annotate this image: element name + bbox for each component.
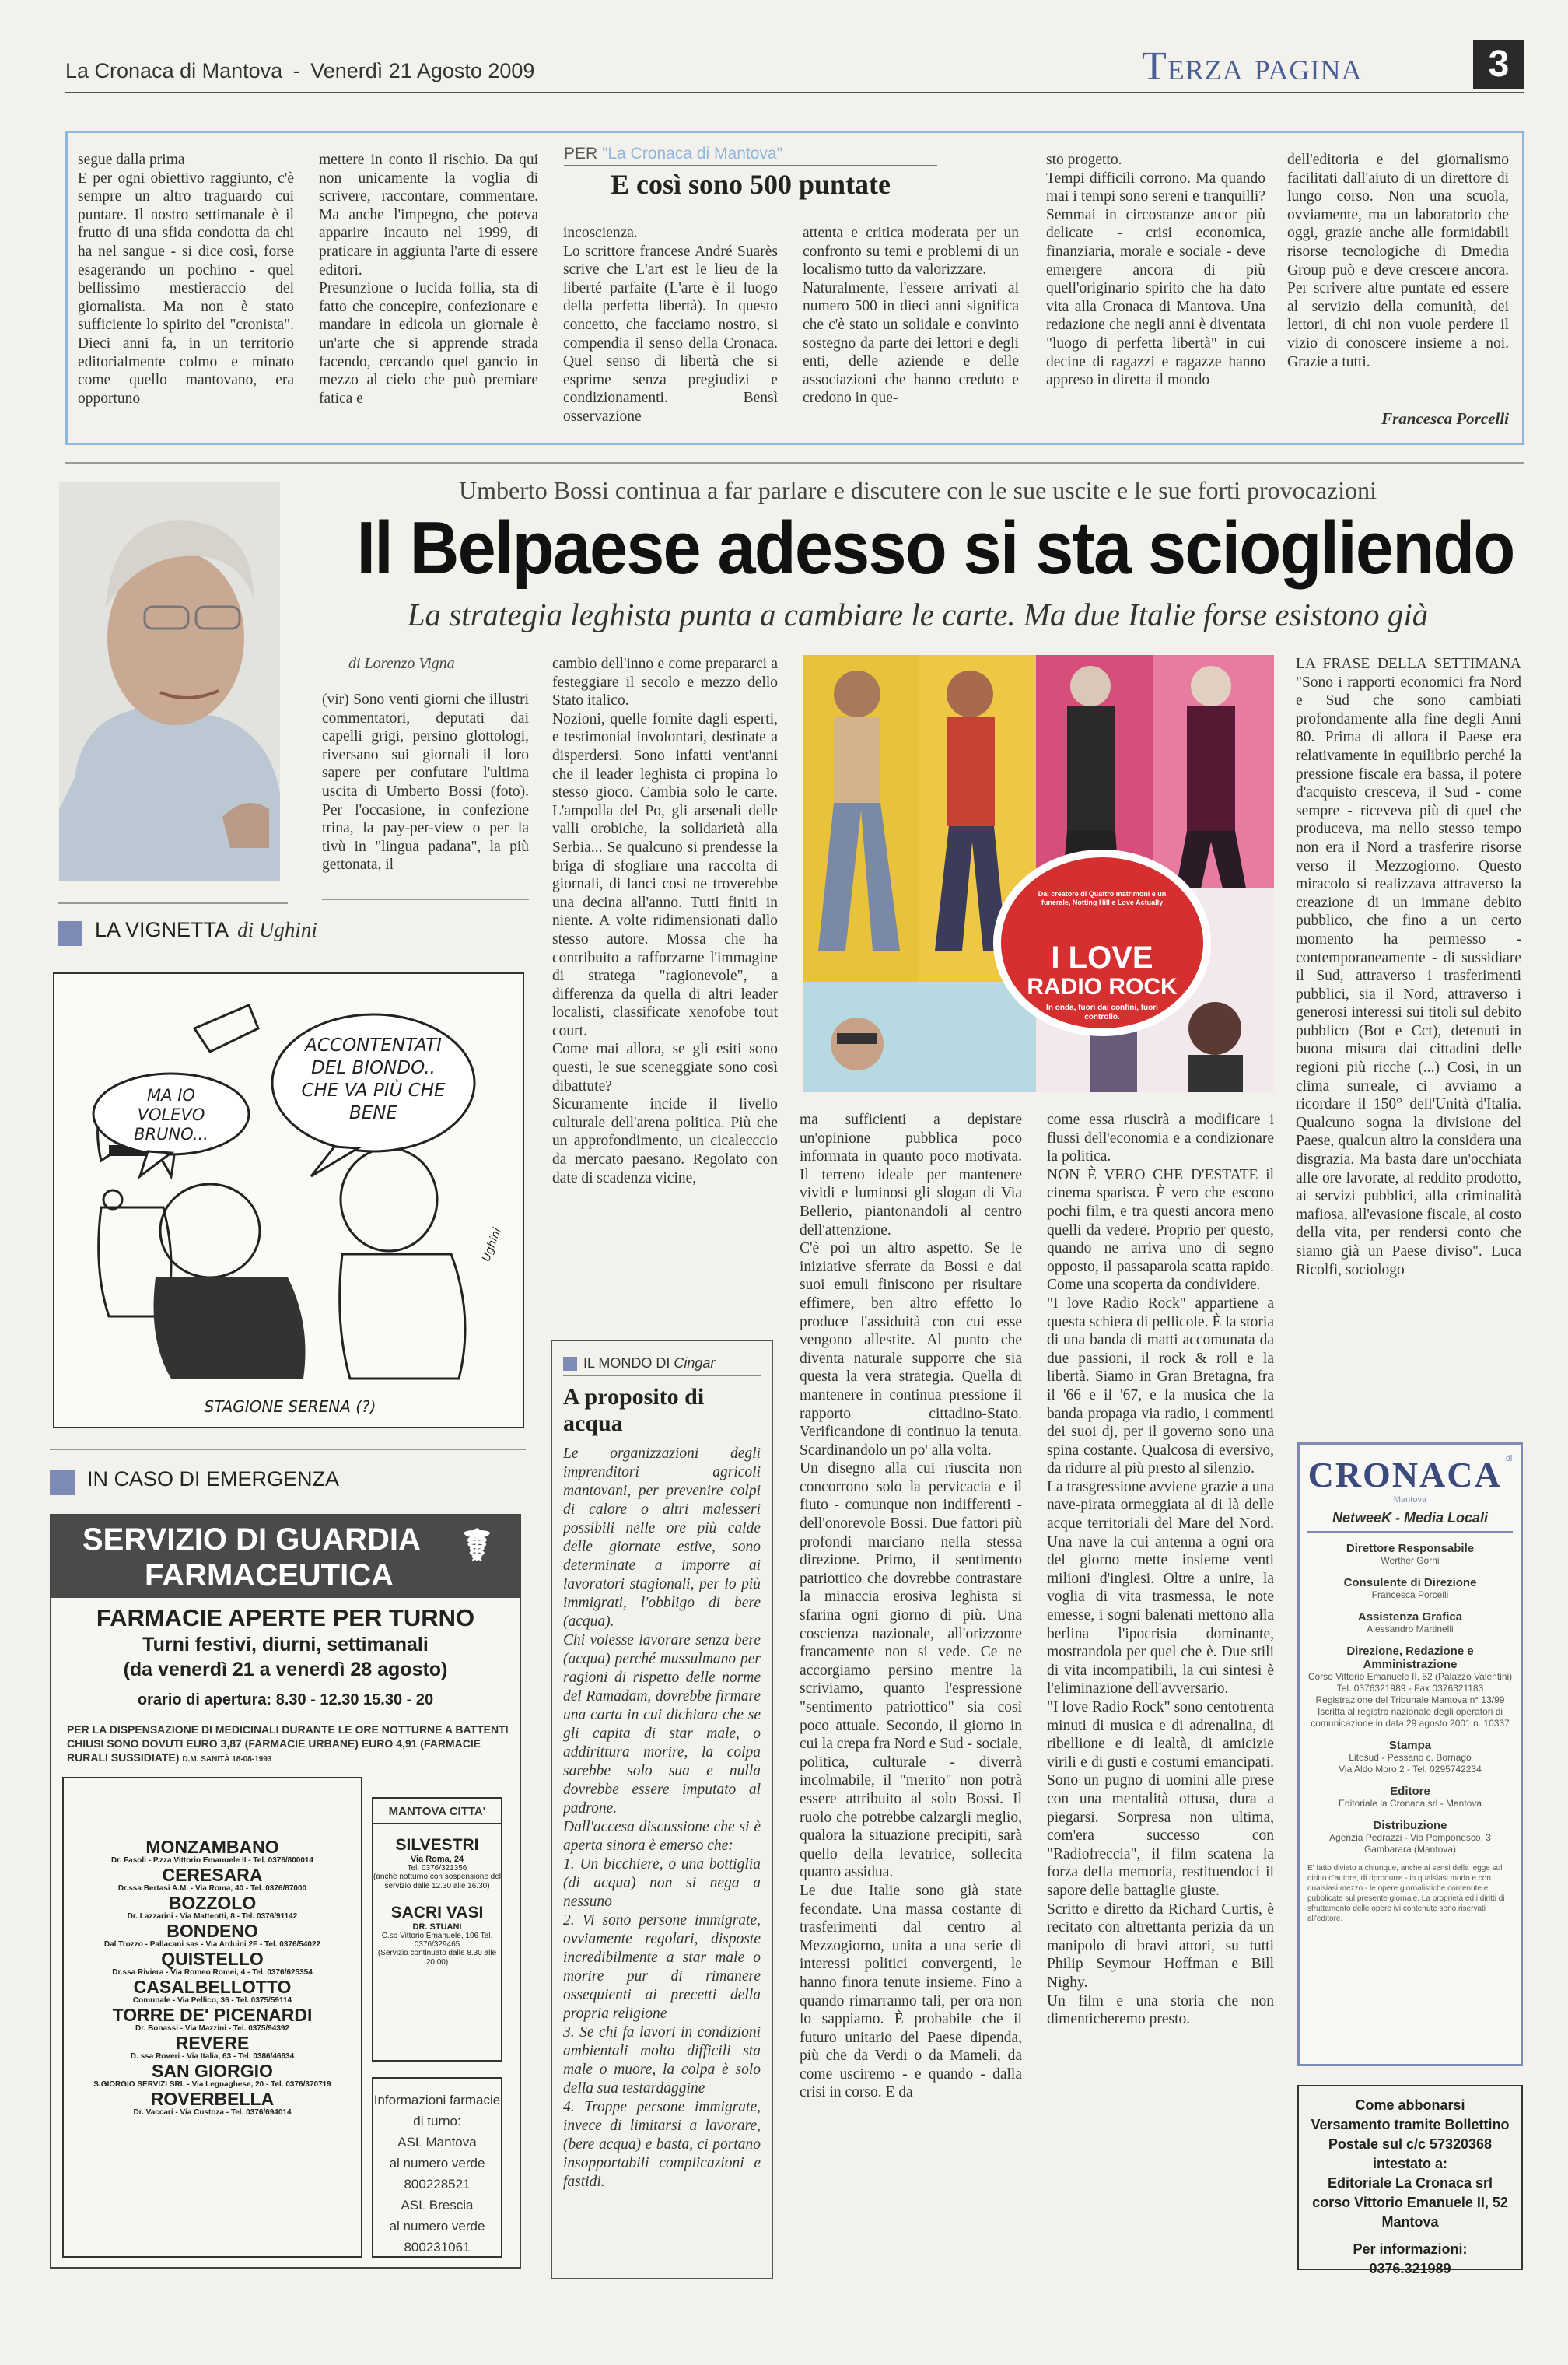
pharmacy-address: Comunale - Via Pellico, 36 - Tel. 0375/59114 xyxy=(132,1996,292,2005)
bossi-col-2: cambio dell'inno e come prepararci a festeggiare il secolo e mezzo dello Stato italico. Nozioni, quelle fornite dagli esperti, e testimonial involontari, destinate a disperdersi. Sono infatti vent'anni che il leader leghista ci propina lo stesso gioco. Cambia solo le carte. L'ampolla del Po, gli arsenali delle valli orobiche, la solidarietà alla Serbia... Se qualcuno si prendesse la briga di sfogliare una raccolta di giornali, di lanci così ne troverebbe una decina all'anno. Tutti finiti in niente. A volte ridimensionati dallo stesso autore. Mossa che ha contribuito a rafforzarne l'immagine di stratega "ragionevole", a differenza da quella di altri leader localisti, classificate xenofobe tout court. Come mai allora, se gli esiti sono questi, le sue sceneggiate sono così dibattute? Sicuramente incide il livello culturale dell'arena politica. Più che un approfondimento, un cicalecccio da mercato paesano. Regolato con date di scadenza vicine, xyxy=(552,656,778,1186)
pharmacy-town: MONZAMBANO xyxy=(145,1837,279,1857)
mantova-pharmacy-entry: SILVESTRI Via Roma, 24 Tel. 0376/321356 (anche notturno con sospensione del servizio dalle 12.30 alle 16.30) xyxy=(373,1836,502,1890)
masthead-entry: Direzione, Redazione e Amministrazione Corso Vittorio Emanuele II, 52 (Palazzo Valentini) Tel. 0376321989 - Fax 0376321183 Registrazione del Tribunale Mantova n° 13/99 Iscritta al registro nazionale degli operatori di comunicazione in data 29 agosto 2001 n. 10337 xyxy=(1307,1645,1513,1729)
pharmacy-banner: SERVIZIO DI GUARDIA FARMACEUTICA ☤ xyxy=(51,1515,520,1598)
film-poster-sub: In onda, fuori dai confini, fuori controllo. xyxy=(1046,1004,1158,1021)
editorial-title: E così sono 500 puntate xyxy=(610,169,891,200)
emergenza-label: IN CASO DI EMERGENZA xyxy=(50,1467,339,1495)
mantova-pharmacy-entry: SACRI VASI DR. STUANI C.so Vittorio Emanuele, 106 Tel. 0376/329465 (Servizio continuato dalle 8.30 alle 20.00) xyxy=(377,1904,497,1967)
section-divider xyxy=(65,462,1524,464)
vignetta-cartoon xyxy=(53,972,524,1428)
section-marker-icon xyxy=(50,1470,75,1495)
bossi-photo xyxy=(59,482,280,881)
bossi-deck: La strategia leghista punta a cambiare le carte. Ma due Italie forse esistono già xyxy=(407,597,1429,632)
pharmacy-town: BOZZOLO xyxy=(168,1893,257,1913)
vignetta-label: LA VIGNETTA di Ughini xyxy=(58,918,317,946)
editorial-col-4: attenta e critica moderata per un confronto su temi e problemi di un localismo tutto da valorizzare. Naturalmente, l'essere arrivati al numero 500 in dieci anni significa che c'è stato un solidale e convinto sostegno da parte dei lettori e degli enti, delle aziende e delle associazioni che hanno creduto e credono in que- xyxy=(803,225,1019,407)
cingar-box: IL MONDO DI Cingar A proposito di acqua Le organizzazioni degli imprenditori agricoli mantovani, per prevenire colpi di calore o altri malesseri possibili nelle ore più calde delle giornate estive, sono determinate a imporre ai lavoratori stagionali, per lo più immigrati, l'obbligo di bere (acqua). Chi volesse lavorare senza bere (acqua) perché mussulmano per ragioni di rispetto delle norme del Ramadam, dovrebbe firmare una carta in cui dichiara che se gli capita di star male, o addirittura morire, la colpa sarebbe solo sua e nulla dovrebbe essere imputato al padrone. Dall'accesa discussione che si è aperta sinora è emerso che: 1. Un bicchiere, o una bottiglia (di acqua) non si nega a nessuno 2. Vi sono persone immigrate, ovviamente regolari, disposte incredibilmente a star male o morire pur di rimanere ossequienti ai precetti della propria religione 3. Se chi fa lavori in condizioni ambientali molto difficili sta male o muore, la colpa è solo della sua testardaggine 4. Troppe persone immigrate, invece di limitarsi a lavorare, (bere acqua) e basta, ci portano insopportabili complicazioni e fastidi. xyxy=(551,1340,773,2279)
vignetta-top-rule xyxy=(58,902,288,904)
masthead-box: CRONACA $^{di Mantova}$ NetweeK - Media Locali Direttore Responsabile Werther Gorni Consulente di Direzione Francesca Porcelli Assistenza Grafica Alessandro Martinelli Direzione, Redazione e Amministrazione Corso Vittorio Emanuele II, 52 (Palazzo Valentini) Tel. 0376321989 - Fax 0376321183 Registrazione del Tribunale Mantova n° 13/99 Iscritta al registro nazionale degli operatori di comunicazione in data 29 agosto 2001 n. 10337 Stampa Litosud - Pessano c. Bornago Via Aldo Moro 2 - Tel. 0295742234 Editore Editoriale la Cronaca srl - Mantova Distribuzione Agenzia Pedrazzi - Via Pomponesco, 3 Gambarara (Mantova) E' fatto divieto a chiunque, anche ai sensi della legge sul diritto d'autore, di riprodurre - in qualsiasi modo e con qualsiasi mezzo - le opere giornalistiche contenute e pubblicate sul presente giornale. La proprietà ed i diritti di sfruttamento delle opere ivi contenute sono riservati all'editore. xyxy=(1297,1442,1523,2066)
pharmacy-entry xyxy=(64,2006,361,2034)
masthead-entry: Consulente di Direzione Francesca Porcelli xyxy=(1343,1576,1477,1600)
pharmacy-entry xyxy=(64,1894,361,1922)
bossi-byline: di Lorenzo Vigna xyxy=(348,655,455,672)
caduceus-icon: ☤ xyxy=(462,1521,492,1570)
pharmacy-address: Dr. Vaccari - Via Custoza - Tel. 0376/694014 xyxy=(133,2108,292,2117)
pharmacy-heading: FARMACIE APERTE PER TURNO Turni festivi, diurni, settimanali (da venerdì 21 a venerdì 28 agosto) orario di apertura: 8.30 - 12.30 15.30 - 20 xyxy=(96,1604,475,1708)
pharmacy-town: TORRE DE' PICENARDI xyxy=(112,2005,313,2025)
film-poster xyxy=(803,655,1274,1092)
subscription-box: Come abbonarsi Versamento tramite Bollettino Postale sul c/c 57320368 intestato a: Editoriale La Cronaca srl corso Vittorio Emanuele II, 52 Mantova Per informazioni: 0376.321989 xyxy=(1297,2085,1523,2270)
pharmacy-address: Dr. Fasoli - P.zza Vittorio Emanuele II - Tel. 0376/800014 xyxy=(110,1856,314,1865)
masthead-entry: Assistenza Grafica Alessandro Martinelli xyxy=(1357,1610,1463,1634)
bossi-col-3: ma sufficienti a depistare un'opinione pubblica poco informata in quanto poco motivata. Il terreno ideale per mantenere vividi e luminosi gli slogan di Via Bellerio, piantonandoli al centro dell'attenzione. C'è poi un altro aspetto. Se le iniziative sferrate da Bossi e dai suoi emuli finiscono per risultare effimere, ben altro effetto lo produce l'assiduità con cui esse vengono allestite. Al punto che diventa naturale supporre che sia questa la vera strategia. Quella di mantenere in continua pressione il rapporto cittadino-Stato. Verificandone di continuo la tenuta. Scardinandolo un po' alla volta. Un disegno alla cui riuscita non concorrono solo la pervicacia e il fiuto - comunque non indifferenti - dell'onorevole Bossi. Due fattori più profondi marciano nella stessa direzione. Primo, il sentimento patriottico che dovrebbe contrastare la minaccia erosiva leghista si sfarina ogni giorno di più. Una coscienza nazionale, all'orizzonte francamente non si vede. Ce ne accorgiamo persino mentre la scriviamo, quanto l'espressione "sentimento patriottico" sia così poco attuale. Secondo, il giorno in cui la crepa fra Nord e Sud - sociale, politica, culturale - diverrà incolmabile, il "merito" non potrà essere attribuito al solo Bossi. Il ruolo che potrebbe calzargli meglio, qualora la situazione precipiti, sarà quello della levatrice, sollecita quanto assidua. Le due Italie sono già state fecondate. Una massa costante di trasferimenti dal centro al Mezzogiorno, unita a una serie di interessi politici convergenti, le hanno finora tenute insieme. Fino a quando rimarranno tali, per ora non lo sappiamo. È probabile che il futuro unitario del Paese dipenda, più che da Verdi o da Mameli, da come usciremo - e quando - dalla crisi in corso. E da xyxy=(800,1112,1022,2101)
editorial-col-3: incoscienza. Lo scrittore francese André Suarès scrive che L'art est le lieu de la liberté parfaite (L'arte è il luogo della perfetta libertà). In questo concetto, che facciamo nostro, si compendia il senso della Cronaca. Quel senso di libertà che si esprime senza pregiudizi e condizionamenti. Bensì osservazione xyxy=(563,225,778,425)
masthead-entry: Stampa Litosud - Pessano c. Bornago Via Aldo Moro 2 - Tel. 0295742234 xyxy=(1339,1739,1482,1775)
bossi-col-4: come essa riuscirà a modificare i flussi dell'economia e a condizionare la politica. NON È VERO CHE D'ESTATE il cinema sparisca. È vero che escono pochi film, e tra questi ancora meno quelli da vedere. Proprio per questo, quando ne arriva uno di segno opposto, il passaparola scatta rapido. Come una scoperta da condividere. "I love Radio Rock" appartiene a questa schiera di pellicole. È la storia di una banda di matti accomunata da due passioni, il rock & roll e la libertà. Siamo in Gran Bretagna, fra il '66 e il '67, e la musica che la banda propaga via radio, i commenti dei suoi dj, per il governo sono una spina costante. Qualcosa di eversivo, da ridurre al più presto al silenzio. La trasgressione avviene grazie a una nave-pirata ormeggiata al di là delle acque territoriali del Mare del Nord. Una nave la cui antenna a ogni ora del giorno mette insieme venti milioni d'inglesi. Oltre a unire, la voglia di vita trasmessa, le note emesse, i sogni balenati mettono alla berlina l'ipocrisia dominante, mostrandola per quel che è. Due stili di vita incompatibili, la cui sintesi è l'eliminazione dell'avversario. "I love Radio Rock" sono centotrenta minuti di musica e di adrenalina, di ribellione e di lealtà, di amicizie virili e di gusti e costumi emancipati. Sono un pugno di uomini alle prese con una mentalità ottusa, dura a piegarsi. Sorpresa non ultima, com'era successo con "Radiofreccia", il film scatena la forza della memoria, restituendoci il sapore delle battaglie giuste. Scritto e diretto da Richard Curtis, è recitato con altrettanta perizia da un manipolo di bravi attori, su tutti Philip Seymour Hoffman e Bill Nighy. Un film e una storia che non dimenticheremo presto. xyxy=(1047,1112,1274,2028)
pharmacy-town: BONDENO xyxy=(166,1921,258,1941)
editorial-col-5: sto progetto. Tempi difficili corrono. Ma quando mai i tempi sono sereni e tranquilli? Semmai in circostanze ancor più delicate - crisi economica, finanziaria, morale e sociale - deve emergere ancora di più quell'originario spirito che ha dato vita alla Cronaca di Mantova. Una redazione che negli anni è diventata "luogo di perfetta libertà" in cui decine di ragazzi e ragazze hanno appreso in diretta il mondo xyxy=(1046,152,1265,389)
page-number: 3 xyxy=(1473,40,1524,89)
emergenza-top-rule xyxy=(50,1449,526,1450)
paper-name: La Cronaca di Mantova xyxy=(65,59,283,82)
pharmacy-address: Dal Trozzo - Pallacani sas - Via Arduini 2F - Tel. 0376/54022 xyxy=(103,1940,321,1949)
pharmacy-entry xyxy=(64,1922,361,1950)
editorial-signature: Francesca Porcelli xyxy=(1381,409,1509,428)
vignetta-bubble-2: ACCONTENTATI DEL BIONDO.. CHE VA PIÙ CHE BENE xyxy=(301,1035,446,1123)
film-poster-tagline: Dal creatore di Quattro matrimoni e un funerale, Notting Hill e Love Actually xyxy=(1038,890,1167,906)
bossi-overline: Umberto Bossi continua a far parlare e discutere con le sue uscite e le sue forti provocazioni xyxy=(459,476,1377,504)
pharmacy-town: CASALBELLOTTO xyxy=(133,1977,292,1997)
pharmacy-entry xyxy=(64,2090,361,2118)
pharmacy-note: PER LA DISPENSAZIONE DI MEDICINALI DURANTE LE ORE NOTTURNE A BATTENTI CHIUSI SONO DOVUTI EURO 3,87 (FARMACIE URBANE) EURO 4,91 (FARMACIE RURALI SUSSIDIATE) D.M. SANITÀ 18-08-1993 xyxy=(67,1723,509,1764)
masthead-disclaimer: E' fatto divieto a chiunque, anche ai sensi della legge sul diritto d'autore, di riprodurre - in qualsiasi modo e con qualsiasi mezzo - le opere giornalistiche contenute e pubblicate sul presente giornale. La proprietà ed i diritti di sfruttamento delle opere ivi contenute sono riservati all'editore. xyxy=(1307,1864,1505,1923)
film-poster-title: I LOVE RADIO ROCK xyxy=(1027,941,1178,1000)
pharmacy-entry xyxy=(64,2034,361,2062)
bossi-col-5: LA FRASE DELLA SETTIMANA "Sono i rapporti economici fra Nord e Sud che sono cambiati profondamente alla fine degli Anni 80. Prima di allora il Paese era relativamente in equilibrio perché la pressione fiscale era bassa, il potere d'acquisto cresceva, il Sud - come sempre - riceveva più di quel che produceva, ma nello stesso tempo non era il Nord a trasferire risorse verso il Mezzogiorno. Questo miracolo si realizzava attraverso la creazione di un immane debito pubblico, che fino a un certo momento ha permesso - contemporaneamente - di sussidiare il Sud, attraverso i trasferimenti pubblici, sia il Nord, attraverso i generosi interessi sui titoli sul debito pubblico (Bot e Cct), detenuti in buona misura dai cittadini delle regioni più ricche (...) Così, in un clima surreale, ci avviamo a ricordare il 150° dell'Unità d'Italia. Qualcuno sogna la divisione del Paese, qualcun altro la considera una disgrazia. Ma basta dare un'occhiata alle ore lavorate, al reddito prodotto, ai servizi pubblici, alla criminalità mafiosa, all'evasione fiscale, al costo della vita, per rendersi conto che siamo già un Paese diviso". Luca Ricolfi, sociologo xyxy=(1296,656,1521,1278)
vignetta-caption: STAGIONE SERENA (?) xyxy=(204,1397,376,1416)
pharmacy-entry xyxy=(64,1838,361,1866)
vignetta-signature: Ughini xyxy=(480,1226,504,1263)
masthead-logo: CRONACA xyxy=(1307,1455,1502,1494)
cingar-body: Le organizzazioni degli imprenditori agricoli mantovani, per prevenire colpi di calore o altri malesseri possibili nelle ore più calde delle giornate estive, sono determinate a imporre ai lavoratori stagionali, per lo più immigrati, l'obbligo di bere (acqua). Chi volesse lavorare senza bere (acqua) perché mussulmano per ragioni di rispetto delle norme del Ramadam, dovrebbe firmare una carta in cui dichiara che se gli capita di star male, o addirittura morire, la colpa sarebbe solo sua e nulla dovrebbe essere imputato al padrone. Dall'accesa discussione che si è aperta sinora è emerso che: 1. Un bicchiere, o una bottiglia (di acqua) non si nega a nessuno 2. Vi sono persone immigrate, ovviamente regolari, disposte incredibilmente a star male o morire pur di rimanere ossequienti ai precetti della propria religione 3. Se chi fa lavori in condizioni ambientali molto difficili sta male o muore, la colpa è solo della sua testardaggine 4. Troppe persone immigrate, invece di limitarsi a lavorare, (bere acqua) e basta, ci portano insopportabili complicazioni e fastidi. xyxy=(563,1445,761,2190)
pharmacy-address: Dr. Bonassi - Via Mazzini - Tel. 0375/94392 xyxy=(135,2024,290,2033)
bossi-col-1: (vir) Sono venti giorni che illustri commentatori, deputati dai capelli grigi, persino glottologi, riversano sui giornali il loro sapere per confutare l'ultima uscita di Umberto Bossi (foto). Per l'occasione, in confezione trina, la pay-per-view o per la tivù in "lingua padana", la più gettonata, il xyxy=(322,692,529,874)
header-rule xyxy=(65,92,1524,93)
mantova-city-box: MANTOVA CITTA' SILVESTRI Via Roma, 24 Tel. 0376/321356 (anche notturno con sospensione del servizio dalle 12.30 alle 16.30) SACRI VASI DR. STUANI C.so Vittorio Emanuele, 106 Tel. 0376/329465 (Servizio continuato dalle 8.30 alle 20.00) xyxy=(372,1797,502,2062)
pharmacy-address: Dr.ssa Bertasi A.M. - Via Roma, 40 - Tel. 0376/87000 xyxy=(117,1884,307,1893)
pharmacy-town: QUISTELLO xyxy=(161,1949,264,1969)
section-title: Terza pagina xyxy=(1142,44,1363,89)
running-header: La Cronaca di Mantova - Venerdì 21 Agosto 2009 xyxy=(65,59,535,82)
editorial-kicker: PER "La Cronaca di Mantova" xyxy=(564,145,937,166)
vignetta-bubble-1: MA IO VOLEVO BRUNO... xyxy=(134,1086,208,1144)
bossi-col1-rule xyxy=(322,899,529,900)
asl-info-box: Informazioni farmacie di turno: ASL Mantova al numero verde 800228521 ASL Brescia al numero verde 800231061 xyxy=(372,2077,502,2258)
pharmacy-town: CERESARA xyxy=(162,1865,263,1885)
pharmacy-list xyxy=(62,1777,362,2258)
pharmacy-entry xyxy=(64,2062,361,2090)
pharmacy-town: ROVERBELLA xyxy=(150,2089,275,2109)
section-marker-icon xyxy=(563,1357,577,1371)
editorial-col-6: dell'editoria e del giornalismo facilitati dall'aiuto di un direttore di lungo corso. Non una scuola, ovviamente, ma un laboratorio che oggi, grazie anche alle formidabili risorse tecnologiche di Dmedia Group può e deve crescere ancora. Per scrivere altre puntate ed essere al servizio della comunità, dei lettori, di chi non vuole perdere il vizio di conoscere insieme a noi. Grazie a tutti. xyxy=(1287,152,1509,370)
masthead-entry: Direttore Responsabile Werther Gorni xyxy=(1346,1542,1475,1566)
cingar-title: A proposito di acqua xyxy=(563,1384,705,1436)
pharmacy-address: Dr. Lazzarini - Via Matteotti, 8 - Tel. 0376/91142 xyxy=(127,1912,298,1921)
pharmacy-entry xyxy=(64,1978,361,2006)
pharmacy-entry xyxy=(64,1866,361,1894)
editorial-col-2: mettere in conto il rischio. Da qui non unicamente la voglia di scrivere, raccontare, commentare. Ma anche l'impegno, che poteva apparire incauto nel 1999, di praticare in aggiunta l'arte di essere editori. Presunzione o lucida follia, sta di fatto che concepire, confezionare e mandare in edicola un giornale è un'arte che si apprende strada facendo, cercando quel gancio in mezzo al cielo che può premiare fatica e xyxy=(319,152,538,407)
pharmacy-address: Dr.ssa Riviera - Via Romeo Romei, 4 - Tel. 0376/625354 xyxy=(112,1968,313,1977)
masthead-entry: Editore Editoriale la Cronaca srl - Mantova xyxy=(1338,1785,1482,1809)
masthead-entry: Distribuzione Agenzia Pedrazzi - Via Pomponesco, 3 Gambarara (Mantova) xyxy=(1329,1819,1491,1855)
pharmacy-entry xyxy=(64,1950,361,1978)
bossi-headline: Il Belpaese adesso si sta sciogliendo xyxy=(356,506,1514,590)
section-marker-icon xyxy=(58,921,82,946)
issue-date: Venerdì 21 Agosto 2009 xyxy=(310,59,535,82)
pharmacy-address: D. ssa Roveri - Via Italia, 63 - Tel. 0386/46634 xyxy=(130,2052,295,2061)
editorial-col-1: segue dalla prima E per ogni obiettivo raggiunto, c'è sempre un altro traguardo cui puntare. Il nostro settimanale è il frutto di una sfida condotta da chi ha nel sangue - si dice così, forse esagerando un pochino - quel bellissimo mestieraccio del giornalista. Ma non è stato sufficiente lo spirito del "cronista". Dieci anni fa, in un territorio editorialmente colmo e minato come quello mantovano, era opportuno xyxy=(78,152,294,407)
pharmacy-town: SAN GIORGIO xyxy=(152,2061,273,2081)
pharmacy-town: REVERE xyxy=(175,2033,250,2053)
pharmacy-address: S.GIORGIO SERVIZI SRL - Via Legnaghese, 20 - Tel. 0376/370719 xyxy=(93,2080,331,2089)
